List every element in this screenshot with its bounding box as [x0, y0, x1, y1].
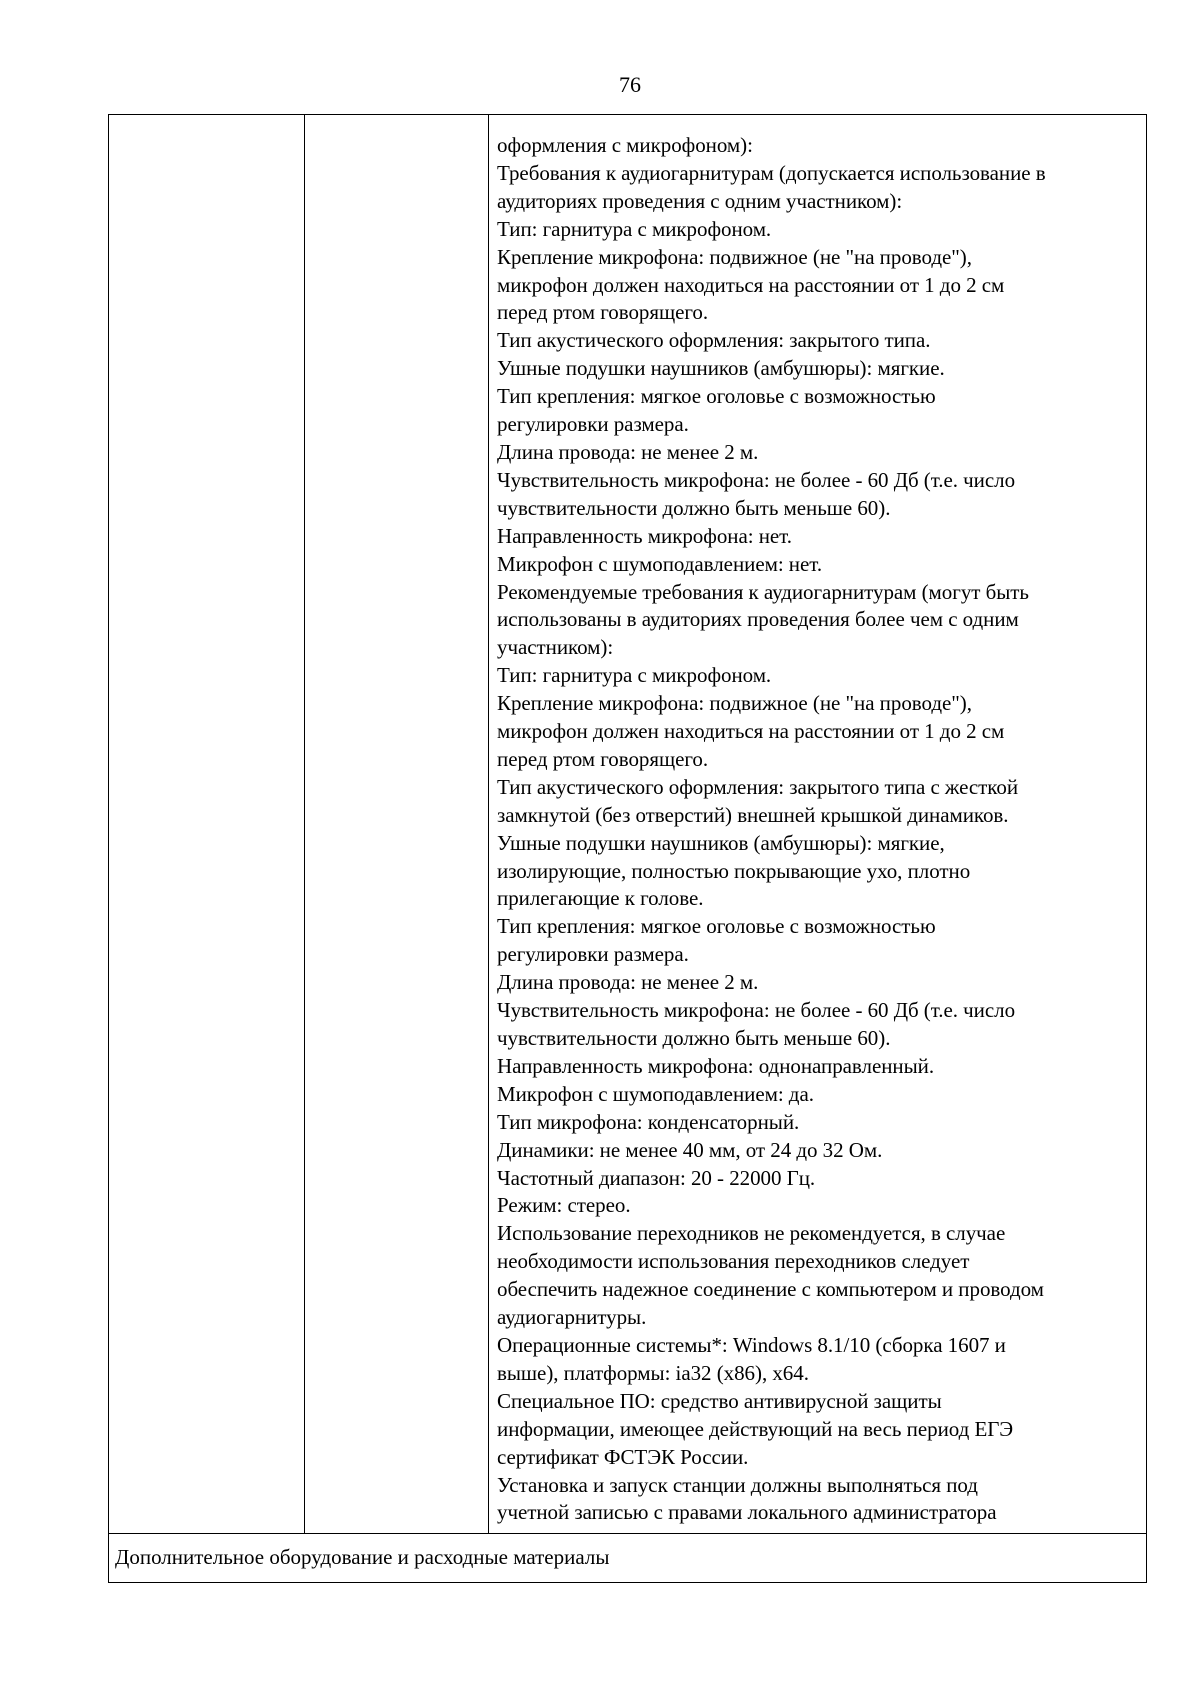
spec-line: Чувствительность микрофона: не более - 60 Дб (т.е. число — [497, 467, 1016, 492]
page-number: 76 — [619, 72, 641, 97]
spec-line: Чувствительность микрофона: не более - 60 Дб (т.е. число — [497, 998, 1016, 1023]
spec-line: Направленность микрофона: нет. — [497, 523, 792, 548]
spec-line: Тип: гарнитура с микрофоном. — [497, 216, 772, 241]
table-cell-specifications — [489, 115, 1146, 1533]
table-cell-empty-2 — [305, 115, 489, 1533]
requirements-table — [108, 114, 1147, 1583]
spec-line: Микрофон с шумоподавлением: да. — [497, 1081, 814, 1106]
table-row-footer — [109, 1534, 1146, 1583]
spec-line: Длина провода: не менее 2 м. — [497, 439, 759, 464]
spec-line: Ушные подушки наушников (амбушюры): мягкие, — [497, 830, 945, 855]
spec-line: учетной записью с правами локального администратора — [497, 1500, 997, 1525]
spec-line: Крепление микрофона: подвижное (не "на проводе"), — [497, 244, 972, 269]
spec-line: Динамики: не менее 40 мм, от 24 до 32 Ом. — [497, 1137, 883, 1162]
spec-line: обеспечить надежное соединение с компьютером и проводом — [497, 1277, 1044, 1302]
spec-line: необходимости использования переходников следует — [497, 1249, 970, 1274]
spec-line: выше), платформы: ia32 (x86), x64. — [497, 1360, 809, 1385]
spec-line: участником): — [497, 635, 614, 660]
spec-line: регулировки размера. — [497, 412, 689, 437]
spec-line: прилегающие к голове. — [497, 886, 704, 911]
spec-line: перед ртом говорящего. — [497, 300, 709, 325]
table-row — [109, 115, 1146, 1534]
spec-line: изолирующие, полностью покрывающие ухо, плотно — [497, 858, 971, 883]
spec-line: Тип микрофона: конденсаторный. — [497, 1109, 800, 1134]
spec-line: Требования к аудиогарнитурам (допускается использование в — [497, 160, 1046, 185]
spec-line: Тип: гарнитура с микрофоном. — [497, 663, 772, 688]
spec-line: микрофон должен находиться на расстоянии от 1 до 2 см — [497, 719, 1005, 744]
spec-line: информации, имеющее действующий на весь период ЕГЭ — [497, 1416, 1014, 1441]
spec-line: использованы в аудиториях проведения более чем с одним — [497, 607, 1019, 632]
spec-line: замкнутой (без отверстий) внешней крышкой динамиков. — [497, 802, 1009, 827]
spec-line: чувствительности должно быть меньше 60). — [497, 495, 891, 520]
spec-line: аудиогарнитуры. — [497, 1305, 647, 1330]
spec-line: Использование переходников не рекомендуется, в случае — [497, 1221, 1006, 1246]
spec-line: сертификат ФСТЭК России. — [497, 1444, 749, 1469]
spec-line: Специальное ПО: средство антивирусной защиты — [497, 1388, 942, 1413]
spec-line: Направленность микрофона: однонаправленный. — [497, 1053, 935, 1078]
spec-line: аудиториях проведения с одним участником): — [497, 188, 903, 213]
spec-line: Ушные подушки наушников (амбушюры): мягкие. — [497, 356, 945, 381]
spec-line: Рекомендуемые требования к аудиогарнитурам (могут быть — [497, 579, 1029, 604]
table-cell-empty-1 — [109, 115, 305, 1533]
spec-line: регулировки размера. — [497, 942, 689, 967]
spec-line: перед ртом говорящего. — [497, 746, 709, 771]
spec-line: Тип крепления: мягкое оголовье с возможностью — [497, 384, 936, 409]
spec-line: чувствительности должно быть меньше 60). — [497, 1026, 891, 1050]
spec-line: Режим: стерео. — [497, 1193, 631, 1218]
spec-line: Тип акустического оформления: закрытого типа. — [497, 328, 931, 353]
spec-line: оформления с микрофоном): — [497, 133, 753, 157]
spec-line: Тип крепления: мягкое оголовье с возможностью — [497, 914, 936, 939]
spec-line: Длина провода: не менее 2 м. — [497, 970, 759, 995]
spec-line: Установка и запуск станции должны выполняться под — [497, 1472, 978, 1497]
spec-line: Микрофон с шумоподавлением: нет. — [497, 551, 823, 576]
spec-line: Частотный диапазон: 20 - 22000 Гц. — [497, 1165, 816, 1190]
spec-line: Тип акустического оформления: закрытого типа с жесткой — [497, 774, 1019, 799]
spec-line: Крепление микрофона: подвижное (не "на проводе"), — [497, 691, 972, 716]
spec-line: микрофон должен находиться на расстоянии от 1 до 2 см — [497, 272, 1005, 297]
section-heading: Дополнительное оборудование и расходные материалы — [115, 1545, 610, 1569]
spec-line: Операционные системы*: Windows 8.1/10 (сборка 1607 и — [497, 1332, 1006, 1357]
